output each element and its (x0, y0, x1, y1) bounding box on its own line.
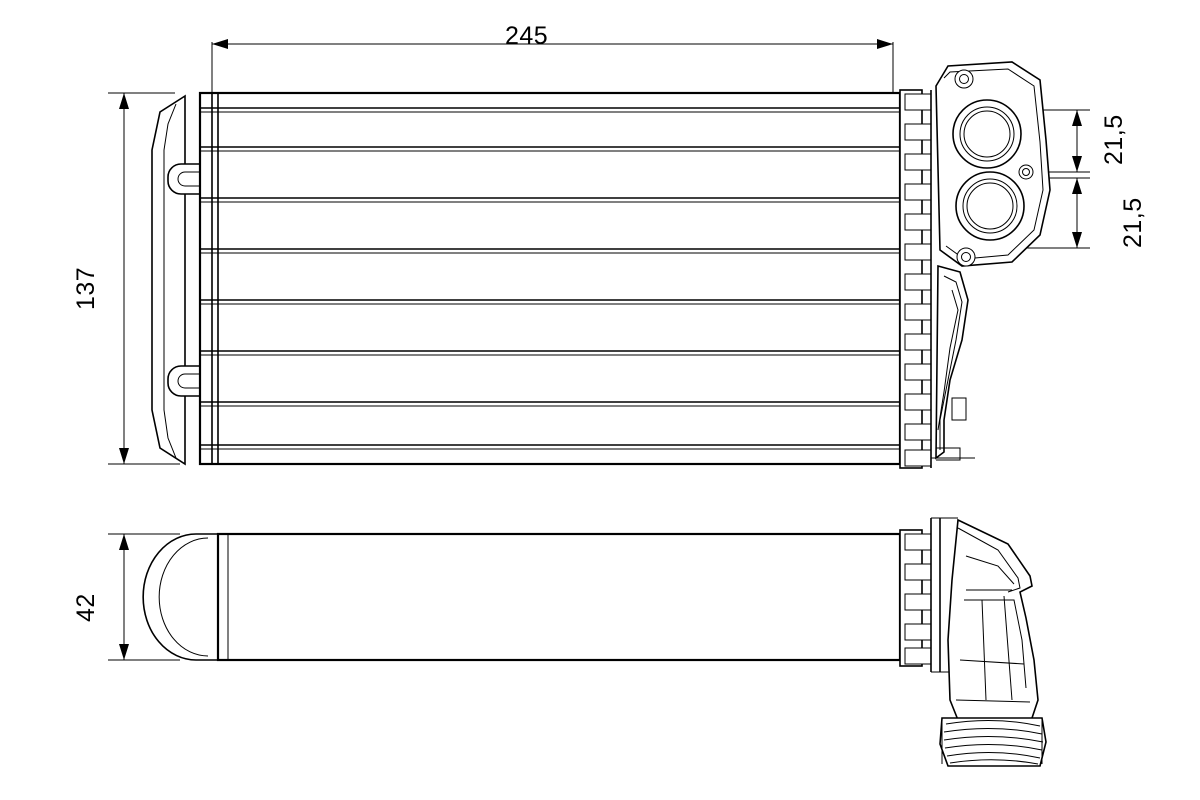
dimension-label-depth: 42 (72, 593, 100, 622)
connector-skirt-front (936, 266, 968, 460)
dimension-label-port-lower: 21,5 (1119, 197, 1147, 248)
dimension-label-port-upper: 21,5 (1100, 114, 1128, 165)
front-view-core (152, 62, 1050, 468)
hose-fitting-coil (940, 718, 1046, 766)
connector-housing-front (936, 62, 1050, 266)
dimension-label-height: 137 (72, 266, 100, 310)
dimension-width-245 (212, 39, 893, 100)
dimension-label-width: 245 (505, 22, 549, 50)
bottom-view-core (143, 518, 1046, 766)
connector-housing-bottom (948, 520, 1038, 736)
